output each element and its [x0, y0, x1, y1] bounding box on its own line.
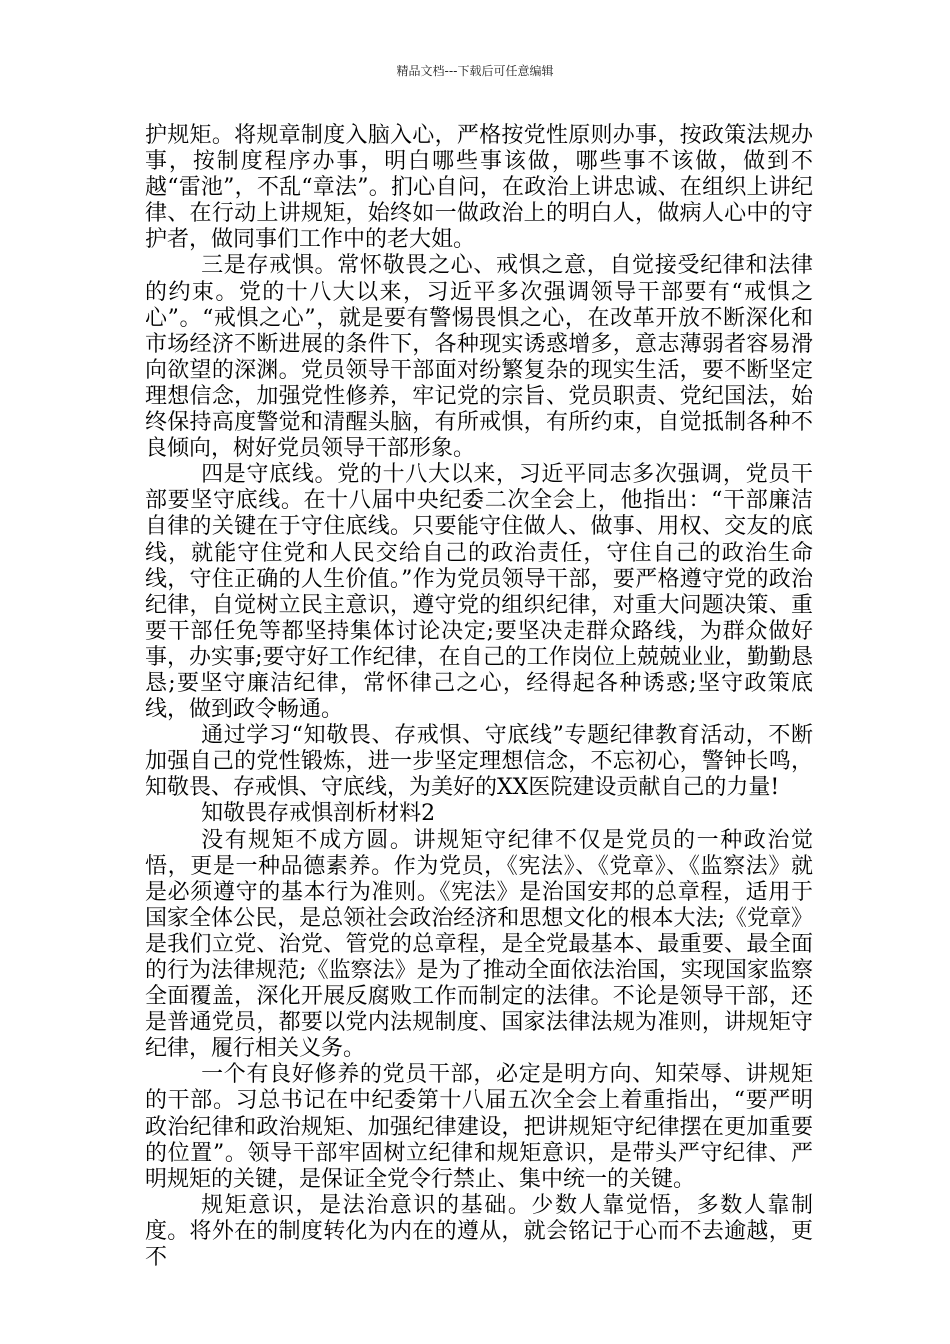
document-body [145, 123, 813, 1271]
paragraph-1: 护规矩。将规章制度入脑入心，严格按党性原则办事，按政策法规办事，按制度程序办事，明白哪些事该做，哪些事不该做，做到不越“雷池”，不乱“章法”。扪心自问，在政治上讲忠诚、在组织上讲纪律、在行动上讲规矩，始终如一做政治上的明白人，做病人心中的守护者，做同事们工作中的老大姐。 [145, 123, 813, 253]
paragraph-5: 没有规矩不成方圆。讲规矩守纪律不仅是党员的一种政治觉悟，更是一种品德素养。作为党员，《宪法》、《党章》、《监察法》就是必须遵守的基本行为准则。《宪法》是治国安邦的总章程，适用于国家全体公民，是总领社会政治经济和思想文化的根本大法;《党章》是我们立党、治党、管党的总章程，是全党最基本、最重要、最全面的行为法律规范;《监察法》是为了推动全面依法治国，实现国家监察全面覆盖，深化开展反腐败工作而制定的法律。不论是领导干部，还是普通党员，都要以党内法规制度、国家法律法规为准则，讲规矩守纪律，履行相关义务。 [145, 827, 813, 1062]
paragraph-4: 通过学习“知敬畏、存戒惧、守底线”专题纪律教育活动，不断加强自己的党性锻炼，进一步坚定理想信念，不忘初心，警钟长鸣，知敬畏、存戒惧、守底线，为美好的XX医院建设贡献自己的力量! [145, 723, 813, 801]
page-header: 精品文档---下载后可任意编辑 [396, 64, 554, 78]
paragraph-7: 规矩意识，是法治意识的基础。少数人靠觉悟，多数人靠制度。将外在的制度转化为内在的遵从，就会铭记于心而不去逾越，更不 [145, 1192, 813, 1271]
paragraph-6: 一个有良好修养的党员干部，必定是明方向、知荣辱、讲规矩的干部。习总书记在中纪委第十八届五次全会上着重指出，“要严明政治纪律和政治规矩、加强纪律建设，把讲规矩守纪律摆在更加重要的位置”。领导干部牢固树立纪律和规矩意识，是带头严守纪律、严明规矩的关键，是保证全党令行禁止、集中统一的关键。 [145, 1062, 813, 1192]
paragraph-3: 四是守底线。党的十八大以来，习近平同志多次强调，党员干部要坚守底线。在十八届中央纪委二次全会上，他指出：“干部廉洁自律的关键在于守住底线。只要能守住做人、做事、用权、交友的底线，就能守住党和人民交给自己的政治责任，守住自己的政治生命线，守住正确的人生价值。”作为党员领导干部，要严格遵守党的政治纪律，自觉树立民主意识，遵守党的组织纪律，对重大问题决策、重要干部任免等都坚持集体讨论决定;要坚决走群众路线，为群众做好事，办实事;要守好工作纪律，在自己的工作岗位上兢兢业业，勤勤恳恳;要坚守廉洁纪律，常怀律己之心，经得起各种诱惑;坚守政策底线，做到政令畅通。 [145, 462, 813, 723]
paragraph-2: 三是存戒惧。常怀敬畏之心、戒惧之意，自觉接受纪律和法律的约束。党的十八大以来，习近平多次强调领导干部要有“戒惧之心”。“戒惧之心”，就是要有警惕畏惧之心，在改革开放不断深化和市场经济不断进展的条件下，各种现实诱惑增多，意志薄弱者容易滑向欲望的深渊。党员领导干部面对纷繁复杂的现实生活，要不断坚定理想信念，加强党性修养，牢记党的宗旨、党员职责、党纪国法，始终保持高度警觉和清醒头脑，有所戒惧，有所约束，自觉抵制各种不良倾向，树好党员领导干部形象。 [145, 253, 813, 462]
section-heading: 知敬畏存戒惧剖析材料2 [201, 801, 436, 827]
